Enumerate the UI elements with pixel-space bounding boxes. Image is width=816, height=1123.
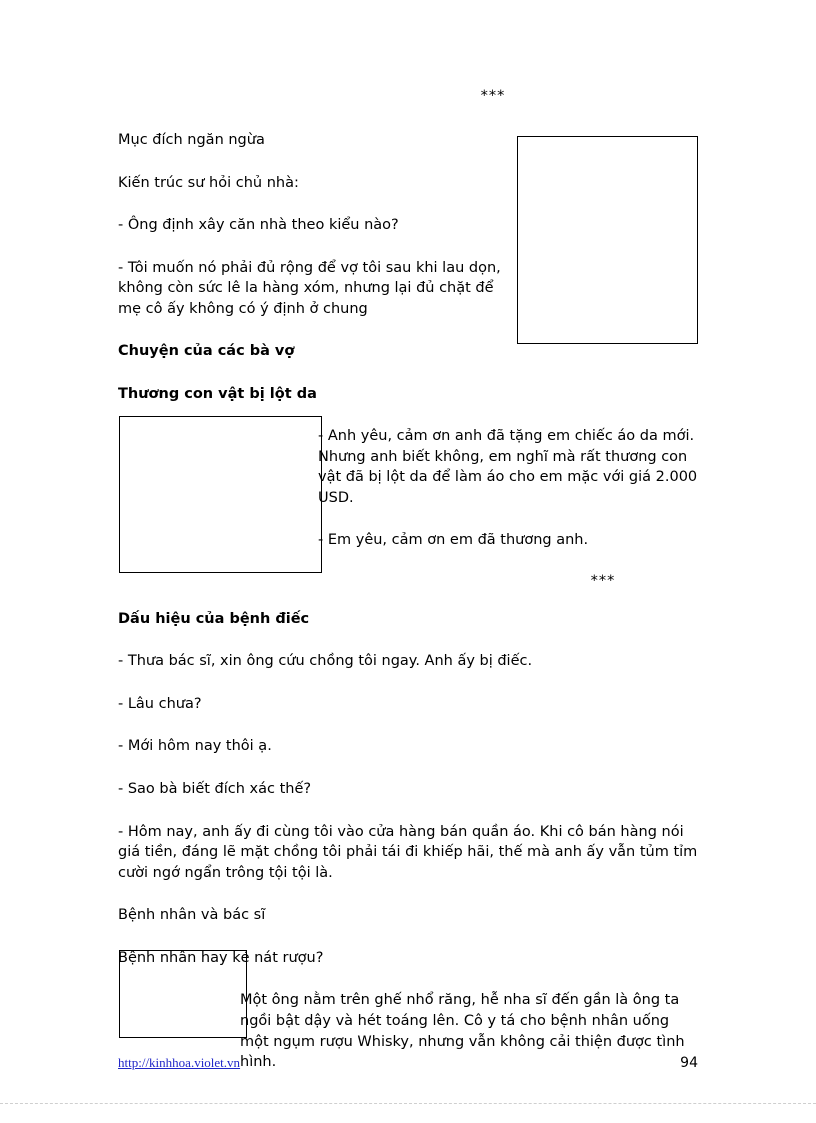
footer-page-number: 94 bbox=[680, 1055, 698, 1071]
paragraph-patient-or-drunk: Bệnh nhân hay kẻ nát rượu? bbox=[118, 949, 324, 966]
paragraph-intro-title: Mục đích ngăn ngừa bbox=[118, 132, 265, 148]
heading-skinned-animal: Thương con vật bị lột da bbox=[118, 385, 317, 402]
page-footer bbox=[118, 1055, 698, 1071]
paragraph-skin-line1: - Anh yêu, cảm ơn anh đã tặng em chiếc áo da mới. Nhưng anh biết không, em nghĩ mà rất thương con vật đã bị lột da để làm áo cho em mặc với giá 2.000 USD. bbox=[318, 428, 698, 506]
paragraph-deaf-line4: - Sao bà biết đích xác thế? bbox=[118, 780, 312, 797]
heading-deafness-signs: Dấu hiệu của bệnh điếc bbox=[118, 610, 310, 627]
bottom-divider bbox=[0, 1103, 816, 1104]
footer-site-link[interactable]: http://kinhhoa.violet.vn bbox=[118, 1055, 241, 1070]
paragraph-dentist-story: Một ông nằm trên ghế nhổ răng, hễ nha sĩ đến gần là ông ta ngồi bật dậy và hét toáng lên. Cô y tá cho bệnh nhân uống một ngụm rượu Whisky, nhưng vẫn không cải thiện được tình hình. bbox=[240, 992, 685, 1071]
paragraph-deaf-line2: - Lâu chưa? bbox=[118, 695, 202, 712]
paragraph-patient-and-doctor: Bệnh nhân và bác sĩ bbox=[118, 907, 266, 924]
paragraph-skin-line2: - Em yêu, cảm ơn em đã thương anh. bbox=[318, 532, 589, 549]
section-separator-middle: *** bbox=[590, 572, 616, 589]
skin-story-text-column bbox=[318, 426, 698, 589]
paragraph-deaf-line5: - Hôm nay, anh ấy đi cùng tôi vào cửa hàng bán quần áo. Khi cô bán hàng nói giá tiền, đáng lẽ mặt chồng tôi phải tái đi khiếp hãi, thế mà anh ấy vẫn tủm tỉm cười ngớ ngẩn trông tội tội là. bbox=[118, 823, 698, 881]
heading-wives-stories: Chuyện của các bà vợ bbox=[118, 343, 295, 360]
paragraph-intro-line2: - Ông định xây căn nhà theo kiểu nào? bbox=[118, 217, 399, 234]
paragraph-deaf-line3: - Mới hôm nay thôi ạ. bbox=[118, 738, 272, 755]
section-separator-top: *** bbox=[480, 88, 506, 104]
paragraph-intro-line3: - Tôi muốn nó phải đủ rộng để vợ tôi sau khi lau dọn, không còn sức lê la hàng xóm, nhưng lại đủ chặt để mẹ cô ấy không có ý định ở chung bbox=[118, 259, 501, 317]
paragraph-deaf-line1: - Thưa bác sĩ, xin ông cứu chồng tôi ngay. Anh ấy bị điếc. bbox=[118, 653, 533, 670]
document-body bbox=[118, 88, 698, 1095]
paragraph-intro-line1: Kiến trúc sư hỏi chủ nhà: bbox=[118, 174, 299, 191]
